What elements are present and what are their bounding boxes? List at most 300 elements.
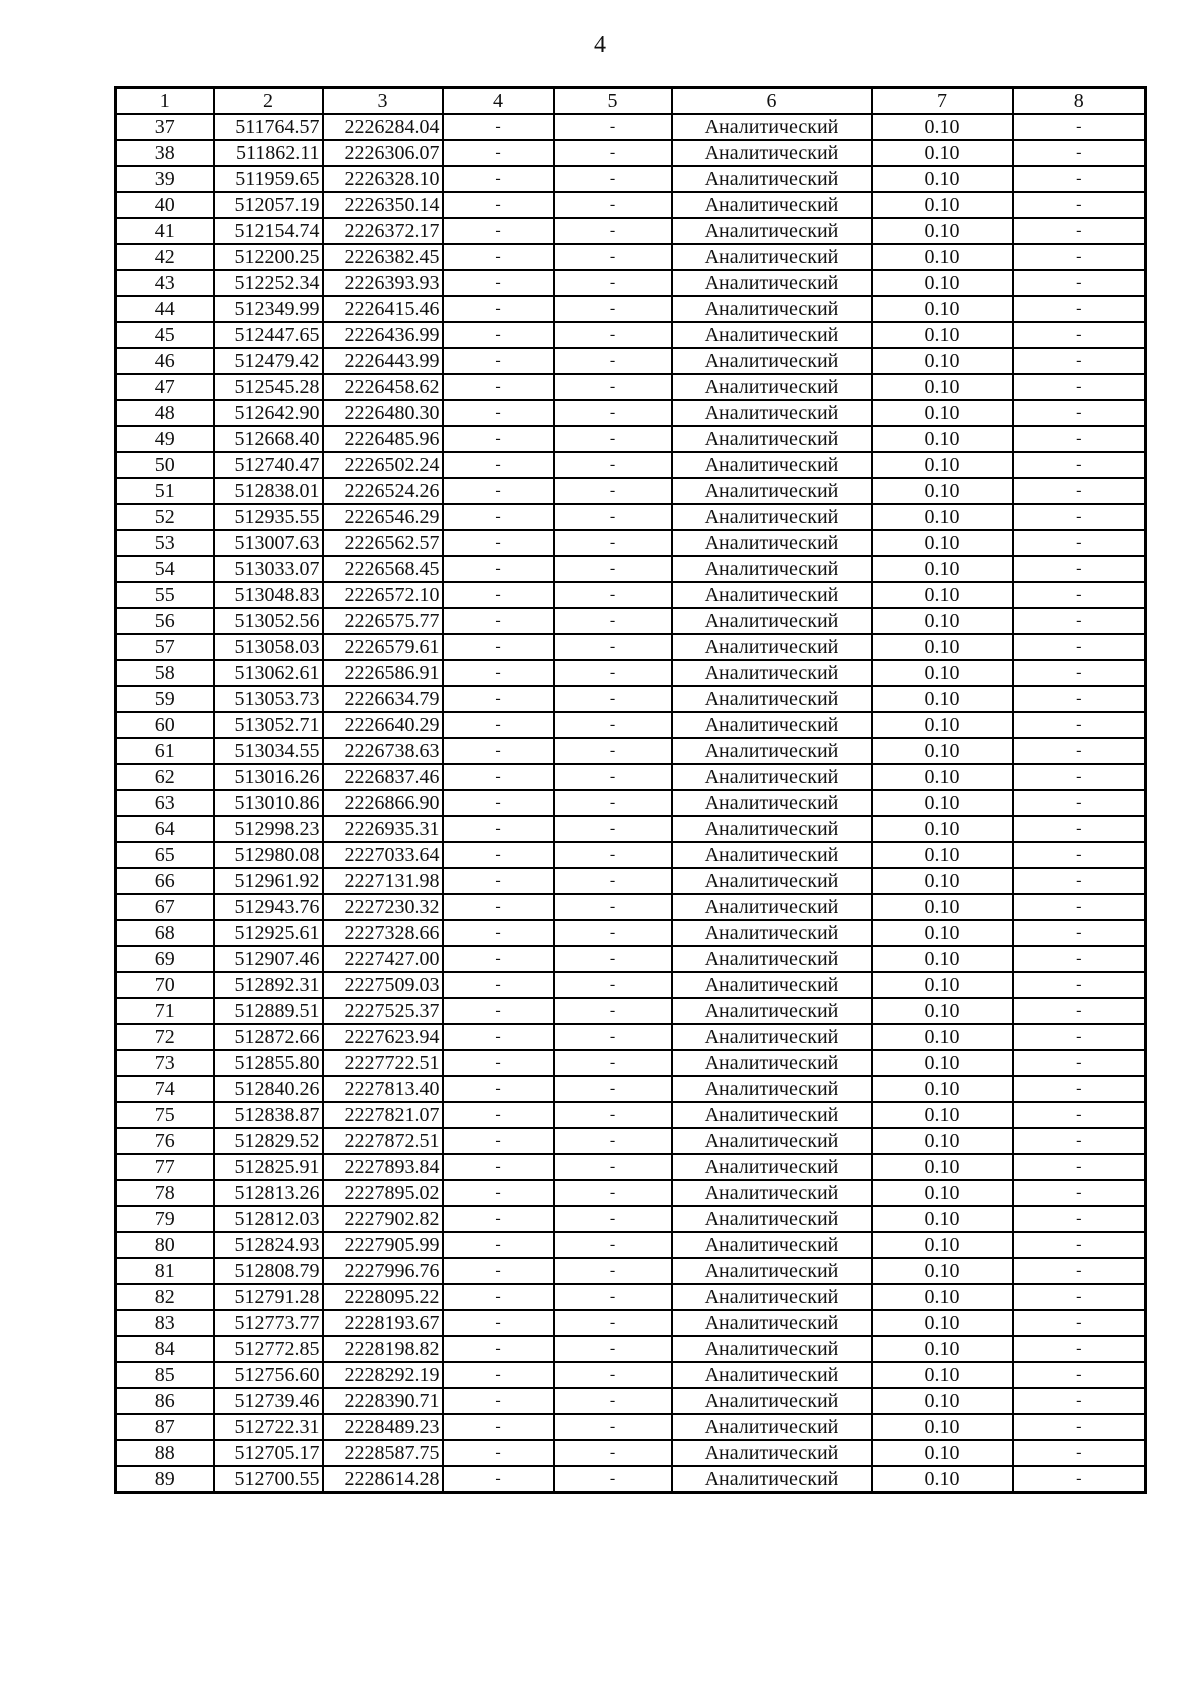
col-5-cell: -	[554, 660, 672, 686]
table-row	[116, 1024, 1146, 1050]
table-row	[116, 1284, 1146, 1310]
y-coordinate-cell: 2227813.40	[323, 1076, 443, 1102]
col-8-cell: -	[1013, 1154, 1146, 1180]
y-coordinate-cell: 2227427.00	[323, 946, 443, 972]
table-row	[116, 764, 1146, 790]
col-5-cell: -	[554, 530, 672, 556]
method-cell: Аналитический	[672, 322, 872, 348]
x-coordinate-cell: 512545.28	[214, 374, 323, 400]
col-8-cell: -	[1013, 1284, 1146, 1310]
accuracy-cell: 0.10	[872, 816, 1013, 842]
point-number-cell: 62	[116, 764, 214, 790]
y-coordinate-cell: 2228587.75	[323, 1440, 443, 1466]
y-coordinate-cell: 2226837.46	[323, 764, 443, 790]
x-coordinate-cell: 513034.55	[214, 738, 323, 764]
method-cell: Аналитический	[672, 348, 872, 374]
col-4-cell: -	[443, 1128, 554, 1154]
accuracy-cell: 0.10	[872, 712, 1013, 738]
col-8-cell: -	[1013, 608, 1146, 634]
col-8-cell: -	[1013, 1024, 1146, 1050]
table-row	[116, 192, 1146, 218]
table-row	[116, 920, 1146, 946]
col-8-cell: -	[1013, 894, 1146, 920]
method-cell: Аналитический	[672, 660, 872, 686]
x-coordinate-cell: 512813.26	[214, 1180, 323, 1206]
method-cell: Аналитический	[672, 582, 872, 608]
x-coordinate-cell: 512812.03	[214, 1206, 323, 1232]
table-row	[116, 400, 1146, 426]
point-number-cell: 72	[116, 1024, 214, 1050]
col-5-cell: -	[554, 816, 672, 842]
method-cell: Аналитический	[672, 1232, 872, 1258]
col-8-cell: -	[1013, 1128, 1146, 1154]
coordinates-table	[114, 86, 1147, 1494]
method-cell: Аналитический	[672, 686, 872, 712]
col-8-cell: -	[1013, 790, 1146, 816]
col-5-cell: -	[554, 608, 672, 634]
col-8-cell: -	[1013, 1232, 1146, 1258]
y-coordinate-cell: 2226415.46	[323, 296, 443, 322]
point-number-cell: 40	[116, 192, 214, 218]
method-cell: Аналитический	[672, 972, 872, 998]
col-4-cell: -	[443, 426, 554, 452]
col-8-cell: -	[1013, 920, 1146, 946]
y-coordinate-cell: 2226634.79	[323, 686, 443, 712]
method-cell: Аналитический	[672, 608, 872, 634]
x-coordinate-cell: 513052.56	[214, 608, 323, 634]
col-4-cell: -	[443, 556, 554, 582]
method-cell: Аналитический	[672, 868, 872, 894]
x-coordinate-cell: 513048.83	[214, 582, 323, 608]
col-5-cell: -	[554, 1466, 672, 1493]
accuracy-cell: 0.10	[872, 1076, 1013, 1102]
accuracy-cell: 0.10	[872, 582, 1013, 608]
col-4-cell: -	[443, 764, 554, 790]
col-4-cell: -	[443, 1180, 554, 1206]
point-number-cell: 84	[116, 1336, 214, 1362]
y-coordinate-cell: 2226306.07	[323, 140, 443, 166]
x-coordinate-cell: 513016.26	[214, 764, 323, 790]
col-8-cell: -	[1013, 1440, 1146, 1466]
method-cell: Аналитический	[672, 478, 872, 504]
point-number-cell: 74	[116, 1076, 214, 1102]
method-cell: Аналитический	[672, 166, 872, 192]
col-5-cell: -	[554, 686, 672, 712]
y-coordinate-cell: 2227033.64	[323, 842, 443, 868]
accuracy-cell: 0.10	[872, 530, 1013, 556]
table-row	[116, 140, 1146, 166]
accuracy-cell: 0.10	[872, 1232, 1013, 1258]
col-5-cell: -	[554, 400, 672, 426]
col-8-cell: -	[1013, 218, 1146, 244]
accuracy-cell: 0.10	[872, 1414, 1013, 1440]
col-4-cell: -	[443, 1388, 554, 1414]
x-coordinate-cell: 512838.87	[214, 1102, 323, 1128]
table-row	[116, 1440, 1146, 1466]
y-coordinate-cell: 2227902.82	[323, 1206, 443, 1232]
col-8-cell: -	[1013, 192, 1146, 218]
point-number-cell: 51	[116, 478, 214, 504]
col-4-cell: -	[443, 1466, 554, 1493]
point-number-cell: 86	[116, 1388, 214, 1414]
col-5-cell: -	[554, 1258, 672, 1284]
col-5-cell: -	[554, 1050, 672, 1076]
table-row	[116, 504, 1146, 530]
point-number-cell: 42	[116, 244, 214, 270]
col-8-cell: -	[1013, 816, 1146, 842]
x-coordinate-cell: 512154.74	[214, 218, 323, 244]
col-5-cell: -	[554, 1310, 672, 1336]
table-row	[116, 686, 1146, 712]
x-coordinate-cell: 512855.80	[214, 1050, 323, 1076]
x-coordinate-cell: 512700.55	[214, 1466, 323, 1493]
x-coordinate-cell: 512349.99	[214, 296, 323, 322]
x-coordinate-cell: 512756.60	[214, 1362, 323, 1388]
col-4-cell: -	[443, 348, 554, 374]
y-coordinate-cell: 2226284.04	[323, 114, 443, 140]
x-coordinate-cell: 513033.07	[214, 556, 323, 582]
col-8-cell: -	[1013, 296, 1146, 322]
col-4-cell: -	[443, 1362, 554, 1388]
table-row	[116, 868, 1146, 894]
col-8-cell: -	[1013, 1362, 1146, 1388]
y-coordinate-cell: 2226372.17	[323, 218, 443, 244]
col-4-cell: -	[443, 998, 554, 1024]
method-cell: Аналитический	[672, 244, 872, 270]
col-8-cell: -	[1013, 738, 1146, 764]
col-5-cell: -	[554, 1414, 672, 1440]
y-coordinate-cell: 2226350.14	[323, 192, 443, 218]
x-coordinate-cell: 512980.08	[214, 842, 323, 868]
col-4-cell: -	[443, 1440, 554, 1466]
point-number-cell: 65	[116, 842, 214, 868]
method-cell: Аналитический	[672, 1024, 872, 1050]
col-4-cell: -	[443, 972, 554, 998]
accuracy-cell: 0.10	[872, 322, 1013, 348]
table-row	[116, 270, 1146, 296]
x-coordinate-cell: 512668.40	[214, 426, 323, 452]
method-cell: Аналитический	[672, 1388, 872, 1414]
col-8-cell: -	[1013, 556, 1146, 582]
col-8-cell: -	[1013, 1388, 1146, 1414]
point-number-cell: 71	[116, 998, 214, 1024]
x-coordinate-cell: 512998.23	[214, 816, 323, 842]
table-row	[116, 244, 1146, 270]
col-5-cell: -	[554, 1336, 672, 1362]
point-number-cell: 63	[116, 790, 214, 816]
method-cell: Аналитический	[672, 1414, 872, 1440]
method-cell: Аналитический	[672, 790, 872, 816]
point-number-cell: 57	[116, 634, 214, 660]
method-cell: Аналитический	[672, 1310, 872, 1336]
y-coordinate-cell: 2226575.77	[323, 608, 443, 634]
header-cell-col-2: 2	[214, 88, 323, 115]
point-number-cell: 47	[116, 374, 214, 400]
col-4-cell: -	[443, 504, 554, 530]
x-coordinate-cell: 512961.92	[214, 868, 323, 894]
y-coordinate-cell: 2226568.45	[323, 556, 443, 582]
point-number-cell: 48	[116, 400, 214, 426]
x-coordinate-cell: 511764.57	[214, 114, 323, 140]
col-4-cell: -	[443, 816, 554, 842]
header-cell-col-6: 6	[672, 88, 872, 115]
point-number-cell: 82	[116, 1284, 214, 1310]
x-coordinate-cell: 512705.17	[214, 1440, 323, 1466]
col-5-cell: -	[554, 764, 672, 790]
accuracy-cell: 0.10	[872, 1388, 1013, 1414]
accuracy-cell: 0.10	[872, 894, 1013, 920]
col-4-cell: -	[443, 1284, 554, 1310]
col-8-cell: -	[1013, 582, 1146, 608]
header-cell-col-7: 7	[872, 88, 1013, 115]
col-4-cell: -	[443, 192, 554, 218]
accuracy-cell: 0.10	[872, 998, 1013, 1024]
page-number: 4	[594, 32, 606, 58]
col-5-cell: -	[554, 322, 672, 348]
y-coordinate-cell: 2226738.63	[323, 738, 443, 764]
y-coordinate-cell: 2227623.94	[323, 1024, 443, 1050]
point-number-cell: 55	[116, 582, 214, 608]
x-coordinate-cell: 512808.79	[214, 1258, 323, 1284]
col-8-cell: -	[1013, 478, 1146, 504]
col-8-cell: -	[1013, 1180, 1146, 1206]
col-5-cell: -	[554, 946, 672, 972]
method-cell: Аналитический	[672, 530, 872, 556]
x-coordinate-cell: 512825.91	[214, 1154, 323, 1180]
x-coordinate-cell: 513062.61	[214, 660, 323, 686]
col-5-cell: -	[554, 1362, 672, 1388]
method-cell: Аналитический	[672, 140, 872, 166]
point-number-cell: 44	[116, 296, 214, 322]
col-8-cell: -	[1013, 530, 1146, 556]
table-row	[116, 1206, 1146, 1232]
col-8-cell: -	[1013, 764, 1146, 790]
point-number-cell: 64	[116, 816, 214, 842]
method-cell: Аналитический	[672, 842, 872, 868]
method-cell: Аналитический	[672, 218, 872, 244]
point-number-cell: 79	[116, 1206, 214, 1232]
col-8-cell: -	[1013, 244, 1146, 270]
col-4-cell: -	[443, 1414, 554, 1440]
col-8-cell: -	[1013, 504, 1146, 530]
header-row	[116, 88, 1146, 115]
col-4-cell: -	[443, 582, 554, 608]
col-8-cell: -	[1013, 322, 1146, 348]
x-coordinate-cell: 512892.31	[214, 972, 323, 998]
y-coordinate-cell: 2227872.51	[323, 1128, 443, 1154]
point-number-cell: 61	[116, 738, 214, 764]
table-row	[116, 1232, 1146, 1258]
col-8-cell: -	[1013, 634, 1146, 660]
col-4-cell: -	[443, 1024, 554, 1050]
col-8-cell: -	[1013, 400, 1146, 426]
col-4-cell: -	[443, 1336, 554, 1362]
col-8-cell: -	[1013, 842, 1146, 868]
accuracy-cell: 0.10	[872, 1102, 1013, 1128]
point-number-cell: 76	[116, 1128, 214, 1154]
point-number-cell: 38	[116, 140, 214, 166]
col-8-cell: -	[1013, 660, 1146, 686]
x-coordinate-cell: 512447.65	[214, 322, 323, 348]
method-cell: Аналитический	[672, 452, 872, 478]
table-row	[116, 348, 1146, 374]
col-8-cell: -	[1013, 166, 1146, 192]
table-row	[116, 634, 1146, 660]
accuracy-cell: 0.10	[872, 374, 1013, 400]
point-number-cell: 60	[116, 712, 214, 738]
point-number-cell: 59	[116, 686, 214, 712]
y-coordinate-cell: 2228095.22	[323, 1284, 443, 1310]
accuracy-cell: 0.10	[872, 1440, 1013, 1466]
col-8-cell: -	[1013, 972, 1146, 998]
col-5-cell: -	[554, 1440, 672, 1466]
col-5-cell: -	[554, 1154, 672, 1180]
accuracy-cell: 0.10	[872, 400, 1013, 426]
col-4-cell: -	[443, 374, 554, 400]
col-4-cell: -	[443, 946, 554, 972]
accuracy-cell: 0.10	[872, 946, 1013, 972]
col-8-cell: -	[1013, 946, 1146, 972]
x-coordinate-cell: 512739.46	[214, 1388, 323, 1414]
col-4-cell: -	[443, 660, 554, 686]
col-4-cell: -	[443, 244, 554, 270]
y-coordinate-cell: 2227525.37	[323, 998, 443, 1024]
point-number-cell: 56	[116, 608, 214, 634]
accuracy-cell: 0.10	[872, 634, 1013, 660]
method-cell: Аналитический	[672, 1050, 872, 1076]
point-number-cell: 58	[116, 660, 214, 686]
col-5-cell: -	[554, 842, 672, 868]
x-coordinate-cell: 512057.19	[214, 192, 323, 218]
accuracy-cell: 0.10	[872, 738, 1013, 764]
accuracy-cell: 0.10	[872, 218, 1013, 244]
x-coordinate-cell: 512935.55	[214, 504, 323, 530]
col-5-cell: -	[554, 1102, 672, 1128]
y-coordinate-cell: 2226866.90	[323, 790, 443, 816]
col-5-cell: -	[554, 1284, 672, 1310]
accuracy-cell: 0.10	[872, 1206, 1013, 1232]
x-coordinate-cell: 512252.34	[214, 270, 323, 296]
x-coordinate-cell: 513052.71	[214, 712, 323, 738]
method-cell: Аналитический	[672, 1284, 872, 1310]
y-coordinate-cell: 2228489.23	[323, 1414, 443, 1440]
point-number-cell: 37	[116, 114, 214, 140]
col-4-cell: -	[443, 1310, 554, 1336]
accuracy-cell: 0.10	[872, 1050, 1013, 1076]
table-row	[116, 1336, 1146, 1362]
accuracy-cell: 0.10	[872, 764, 1013, 790]
accuracy-cell: 0.10	[872, 920, 1013, 946]
method-cell: Аналитический	[672, 400, 872, 426]
table-row	[116, 582, 1146, 608]
col-8-cell: -	[1013, 1076, 1146, 1102]
col-4-cell: -	[443, 1206, 554, 1232]
col-4-cell: -	[443, 166, 554, 192]
col-4-cell: -	[443, 790, 554, 816]
accuracy-cell: 0.10	[872, 972, 1013, 998]
col-4-cell: -	[443, 218, 554, 244]
y-coordinate-cell: 2226502.24	[323, 452, 443, 478]
x-coordinate-cell: 512722.31	[214, 1414, 323, 1440]
y-coordinate-cell: 2226328.10	[323, 166, 443, 192]
y-coordinate-cell: 2227893.84	[323, 1154, 443, 1180]
col-5-cell: -	[554, 1232, 672, 1258]
col-5-cell: -	[554, 1076, 672, 1102]
table-row	[116, 1466, 1146, 1493]
accuracy-cell: 0.10	[872, 426, 1013, 452]
method-cell: Аналитический	[672, 1206, 872, 1232]
x-coordinate-cell: 512642.90	[214, 400, 323, 426]
table-row	[116, 1102, 1146, 1128]
y-coordinate-cell: 2226586.91	[323, 660, 443, 686]
accuracy-cell: 0.10	[872, 140, 1013, 166]
col-5-cell: -	[554, 868, 672, 894]
col-5-cell: -	[554, 556, 672, 582]
col-5-cell: -	[554, 790, 672, 816]
col-8-cell: -	[1013, 1258, 1146, 1284]
x-coordinate-cell: 512943.76	[214, 894, 323, 920]
col-8-cell: -	[1013, 348, 1146, 374]
y-coordinate-cell: 2227821.07	[323, 1102, 443, 1128]
col-5-cell: -	[554, 426, 672, 452]
method-cell: Аналитический	[672, 738, 872, 764]
x-coordinate-cell: 512824.93	[214, 1232, 323, 1258]
col-5-cell: -	[554, 582, 672, 608]
col-5-cell: -	[554, 478, 672, 504]
accuracy-cell: 0.10	[872, 166, 1013, 192]
col-4-cell: -	[443, 842, 554, 868]
y-coordinate-cell: 2226480.30	[323, 400, 443, 426]
col-4-cell: -	[443, 920, 554, 946]
table-row	[116, 218, 1146, 244]
table-row	[116, 296, 1146, 322]
accuracy-cell: 0.10	[872, 608, 1013, 634]
table-row	[116, 426, 1146, 452]
method-cell: Аналитический	[672, 634, 872, 660]
point-number-cell: 54	[116, 556, 214, 582]
col-8-cell: -	[1013, 1102, 1146, 1128]
table-row	[116, 660, 1146, 686]
col-8-cell: -	[1013, 1206, 1146, 1232]
table-row	[116, 738, 1146, 764]
accuracy-cell: 0.10	[872, 192, 1013, 218]
col-4-cell: -	[443, 140, 554, 166]
x-coordinate-cell: 512773.77	[214, 1310, 323, 1336]
col-4-cell: -	[443, 478, 554, 504]
point-number-cell: 87	[116, 1414, 214, 1440]
table-row	[116, 998, 1146, 1024]
col-8-cell: -	[1013, 686, 1146, 712]
table-row	[116, 1154, 1146, 1180]
col-4-cell: -	[443, 738, 554, 764]
accuracy-cell: 0.10	[872, 1284, 1013, 1310]
x-coordinate-cell: 513058.03	[214, 634, 323, 660]
accuracy-cell: 0.10	[872, 1180, 1013, 1206]
col-8-cell: -	[1013, 1310, 1146, 1336]
x-coordinate-cell: 512925.61	[214, 920, 323, 946]
table-row	[116, 478, 1146, 504]
point-number-cell: 50	[116, 452, 214, 478]
col-5-cell: -	[554, 1128, 672, 1154]
method-cell: Аналитический	[672, 296, 872, 322]
col-4-cell: -	[443, 530, 554, 556]
method-cell: Аналитический	[672, 1180, 872, 1206]
table-row	[116, 816, 1146, 842]
method-cell: Аналитический	[672, 192, 872, 218]
header-cell-col-1: 1	[116, 88, 214, 115]
table-row	[116, 1050, 1146, 1076]
col-5-cell: -	[554, 998, 672, 1024]
